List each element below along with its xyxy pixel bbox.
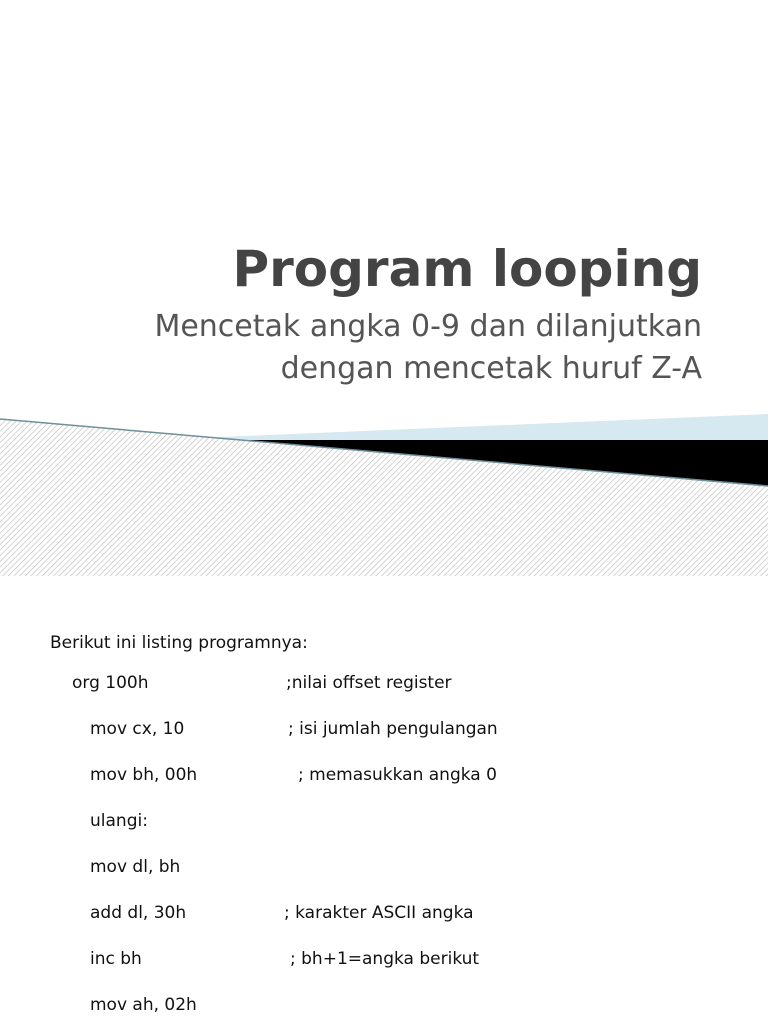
code-instruction: mov ah, 02h xyxy=(90,995,197,1015)
code-comment: ; isi jumlah pengulangan xyxy=(288,719,498,739)
code-section xyxy=(50,630,750,1018)
code-instruction: add dl, 30h xyxy=(90,903,187,923)
code-instruction: mov bh, 00h xyxy=(90,765,198,785)
code-instruction: mov dl, bh xyxy=(90,857,181,877)
decorative-banner xyxy=(0,414,768,576)
intro-text: Berikut ini listing programnya: xyxy=(50,633,308,653)
slide-title: Program looping xyxy=(232,240,702,298)
code-line xyxy=(50,946,750,972)
code-instruction: ulangi: xyxy=(90,811,148,831)
code-line xyxy=(50,716,750,742)
code-instruction: inc bh xyxy=(90,949,142,969)
code-line xyxy=(50,808,750,834)
code-line xyxy=(50,900,750,926)
subtitle-line-2: dengan mencetak huruf Z-A xyxy=(280,351,702,386)
code-instruction: org 100h xyxy=(72,673,149,693)
slide-subtitle xyxy=(0,306,702,390)
code-comment: ; karakter ASCII angka xyxy=(284,903,474,923)
code-line xyxy=(50,670,750,696)
code-line xyxy=(50,854,750,880)
code-comment: ; bh+1=angka berikut xyxy=(290,949,480,969)
title-block xyxy=(0,238,702,390)
code-instruction: mov cx, 10 xyxy=(90,719,185,739)
code-comment: ; memasukkan angka 0 xyxy=(298,765,497,785)
code-line xyxy=(50,992,750,1018)
subtitle-line-1: Mencetak angka 0-9 dan dilanjutkan xyxy=(154,309,702,344)
code-comment: ;nilai offset register xyxy=(286,673,452,693)
code-line xyxy=(50,762,750,788)
